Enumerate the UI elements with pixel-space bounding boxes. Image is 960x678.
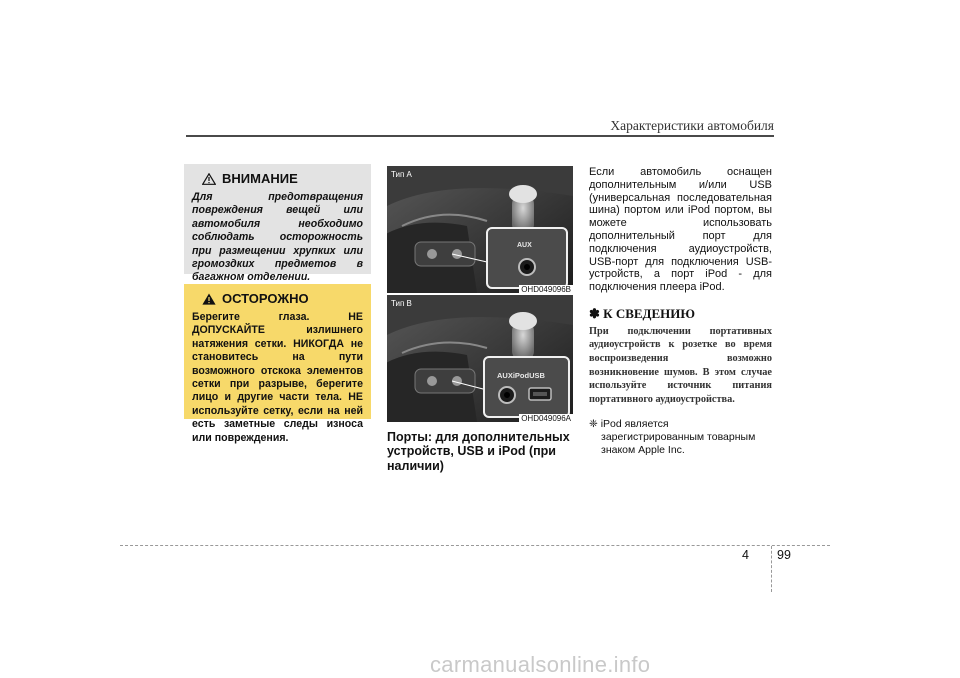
figure-b-type-label: Тип B xyxy=(391,299,412,308)
page-number: 99 xyxy=(777,548,791,562)
header-rule xyxy=(186,135,774,137)
info-text: При подключении портативных аудиоустройств к розетке во время воспроизведения возможно возникновение шумов. В этом случае используйте источник питания портативного аудиоустройства. xyxy=(589,325,772,405)
warning-triangle-icon xyxy=(202,293,216,305)
warning-box xyxy=(184,284,371,444)
header-title: Характеристики автомобиля xyxy=(610,118,774,133)
info-heading: ✽ К СВЕДЕНИЮ xyxy=(589,305,696,321)
caution-triangle-icon xyxy=(202,173,216,185)
trademark-footnote: ❈ iPod является зарегистрированным товарным знаком Apple Inc. xyxy=(589,418,756,456)
figure-type-a xyxy=(387,166,573,293)
caution-heading-row xyxy=(202,171,363,186)
watermark: carmanualsonline.info xyxy=(430,652,651,677)
figure-caption: Порты: для дополнительных устройств, USB и iPod (при наличии) xyxy=(387,430,570,473)
figure-a-code: OHD049096B xyxy=(521,285,571,293)
section-number: 4 xyxy=(742,548,749,562)
caution-box xyxy=(184,164,371,284)
footer-rule xyxy=(120,545,830,546)
aux-ipod-usb-port-photo xyxy=(387,295,573,422)
figure-b-code: OHD049096A xyxy=(521,414,571,422)
footer-vertical-rule xyxy=(771,546,772,592)
intro-paragraph: Если автомобиль оснащен дополнительным и/или USB (универсальная последовательная шина) портом или iPod портом, вы можете использовать дополнительный порт для подключения аудиоустройств, USB-порт для подключения USB-устройств, а порт iPod - для подключения плеера iPod. xyxy=(589,166,772,294)
figure-b-panel-label: AUXiPodUSB xyxy=(497,371,545,380)
figure-a-type-label: Тип A xyxy=(391,170,412,179)
figure-type-b xyxy=(387,295,573,422)
body-column xyxy=(589,166,772,457)
warning-heading-row xyxy=(202,291,363,306)
warning-text: Берегите глаза. НЕ ДОПУСКАЙТЕ излишнего натяжения сетки. НИКОГДА не становитесь на пути возможного отскока элементов сетки при разрыве, берегите лицо и другие части тела. НЕ используйте сетку, если на ней есть заметные следы износа или повреждения. xyxy=(192,311,363,444)
figure-a-panel-label: AUX xyxy=(517,242,532,249)
caution-heading: ВНИМАНИЕ xyxy=(222,171,298,186)
aux-port-photo xyxy=(387,166,573,293)
warning-heading: ОСТОРОЖНО xyxy=(222,291,309,306)
caution-text: Для предотвращения повреждения вещей или автомобиля необходимо соблюдать осторожность при размещении хрупких или громоздких предметов в багажном отделении. xyxy=(192,191,363,284)
